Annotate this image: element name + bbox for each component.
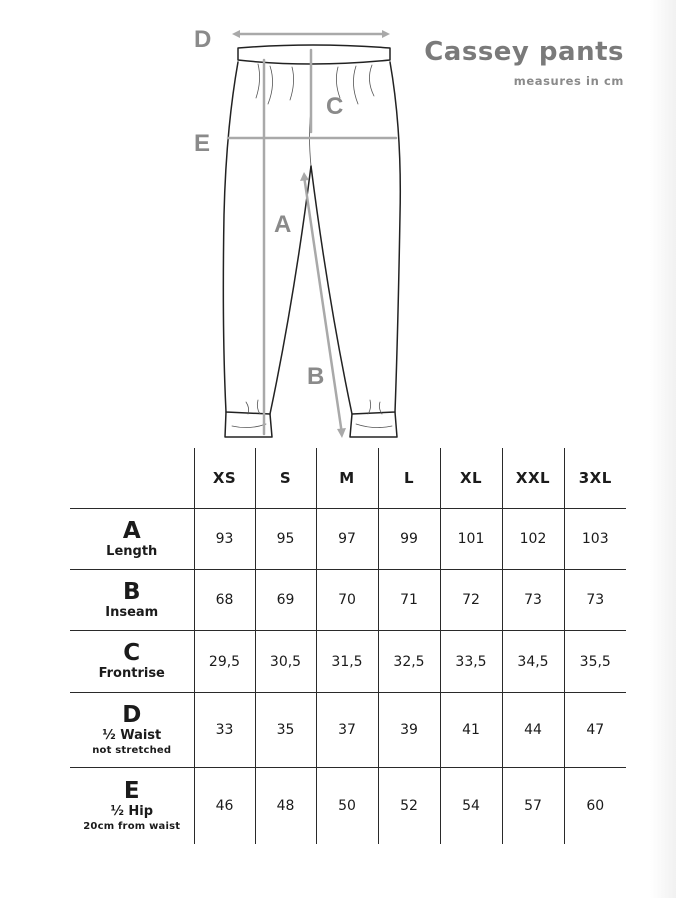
units-subtitle: measures in cm <box>513 74 624 88</box>
table-cell: 47 <box>564 693 626 768</box>
table-cell: 54 <box>440 768 502 844</box>
table-cell: 102 <box>502 509 564 570</box>
page-edge-shadow <box>650 0 676 898</box>
table-cell: 35 <box>255 693 316 768</box>
table-cell: 69 <box>255 570 316 631</box>
table-cell: 103 <box>564 509 626 570</box>
row-name: Frontrise <box>98 666 165 681</box>
table-cell: 48 <box>255 768 316 844</box>
row-note: not stretched <box>92 745 172 756</box>
table-cell: 29,5 <box>194 631 255 693</box>
size-header: XXL <box>502 448 564 509</box>
table-cell: 99 <box>378 509 440 570</box>
table-row <box>70 570 626 631</box>
row-label <box>70 693 194 768</box>
row-name: ½ Hip <box>110 803 154 819</box>
table-cell: 33,5 <box>440 631 502 693</box>
row-letter: D <box>122 702 142 728</box>
table-cell: 60 <box>564 768 626 844</box>
row-name: Inseam <box>105 604 159 620</box>
row-name: Length <box>106 543 158 559</box>
table-cell: 44 <box>502 693 564 768</box>
size-header: S <box>255 448 316 509</box>
table-cell: 46 <box>194 768 255 844</box>
table-cell: 34,5 <box>502 631 564 693</box>
table-cell: 72 <box>440 570 502 631</box>
row-label <box>70 631 194 693</box>
row-letter: B <box>122 578 141 605</box>
row-name: ½ Waist <box>102 728 162 743</box>
table-cell: 101 <box>440 509 502 570</box>
row-label <box>70 570 194 631</box>
table-cell: 70 <box>316 570 378 631</box>
right-leg <box>311 62 400 414</box>
diagram-label-d: D <box>194 26 212 53</box>
table-cell: 32,5 <box>378 631 440 693</box>
table-cell: 30,5 <box>255 631 316 693</box>
table-cell: 52 <box>378 768 440 844</box>
corner-cell <box>70 448 194 509</box>
row-letter: C <box>123 640 141 666</box>
table-cell: 95 <box>255 509 316 570</box>
waistband <box>238 45 390 64</box>
table-cell: 35,5 <box>564 631 626 693</box>
table-cell: 73 <box>502 570 564 631</box>
table-cell: 41 <box>440 693 502 768</box>
table-cell: 73 <box>564 570 626 631</box>
table-cell: 39 <box>378 693 440 768</box>
pants-diagram <box>180 10 420 450</box>
diagram-label-e: E <box>194 130 211 157</box>
table-cell: 50 <box>316 768 378 844</box>
product-title: Cassey pants <box>424 37 624 67</box>
row-letter: E <box>123 777 140 804</box>
table-cell: 93 <box>194 509 255 570</box>
size-chart-table <box>70 448 626 844</box>
row-label <box>70 768 194 844</box>
table-cell: 71 <box>378 570 440 631</box>
table-cell: 57 <box>502 768 564 844</box>
table-cell: 31,5 <box>316 631 378 693</box>
size-header: 3XL <box>564 448 626 509</box>
row-label <box>70 509 194 570</box>
left-leg <box>223 62 311 414</box>
table-cell: 33 <box>194 693 255 768</box>
size-header: XL <box>440 448 502 509</box>
size-header: XS <box>194 448 255 509</box>
table-cell: 97 <box>316 509 378 570</box>
table-row <box>70 768 626 844</box>
size-header: L <box>378 448 440 509</box>
table-row <box>70 693 626 768</box>
diagram-label-a: A <box>274 211 292 238</box>
row-note: 20cm from waist <box>83 820 181 832</box>
measure-line-b <box>304 176 342 434</box>
table-cell: 68 <box>194 570 255 631</box>
table-row <box>70 509 626 570</box>
row-letter: A <box>122 517 141 544</box>
diagram-label-c: C <box>326 93 344 120</box>
table-row <box>70 631 626 693</box>
diagram-label-b: B <box>307 363 325 390</box>
table-cell: 37 <box>316 693 378 768</box>
size-header: M <box>316 448 378 509</box>
size-header-row <box>70 448 626 509</box>
